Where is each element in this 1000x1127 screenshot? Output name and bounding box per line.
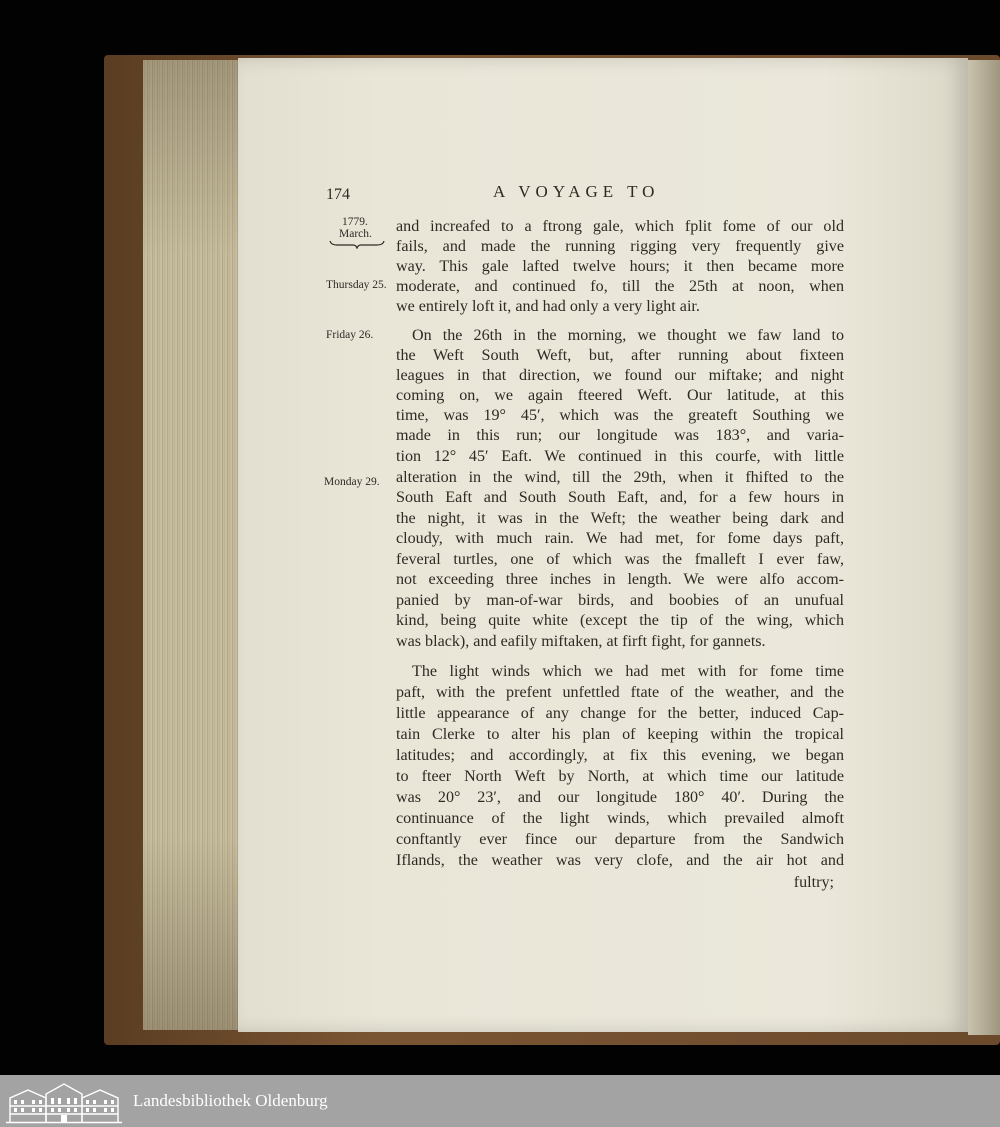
para2-line-14: panied by man-of-war birds, and boobies of an unufual — [396, 592, 844, 609]
margin-friday: Friday 26. — [326, 329, 374, 341]
para2-line-1: On the 26th in the morning, we thought we faw land to — [412, 327, 844, 344]
margin-thursday: Thursday 25. — [326, 279, 387, 291]
library-building-logo-icon — [6, 1080, 122, 1124]
para2-line-16: was black), and eafily miftaken, at firft fight, for gannets. — [396, 633, 766, 650]
para3-line-3: little appearance of any change for the better, induced Cap- — [396, 705, 844, 722]
para2-line-9: South Eaft and South South Eaft, and, for a few hours in — [396, 489, 844, 506]
facing-page-edge — [968, 60, 1000, 1035]
para3-line-4: tain Clerke to alter his plan of keeping within the tropical — [396, 726, 844, 743]
para3-line-10: Iflands, the weather was very clofe, and the air hot and — [396, 852, 844, 869]
para3-line-5: latitudes; and accordingly, at fix this evening, we began — [396, 747, 844, 764]
para3-line-8: continuance of the light winds, which prevailed almoft — [396, 810, 844, 827]
para2-line-13: not exceeding three inches in length. We were alfo accom- — [396, 571, 844, 588]
para3-line-2: paft, with the prefent unfettled ftate of the weather, and the — [396, 684, 844, 701]
margin-year: 1779. — [342, 216, 368, 228]
margin-month: March. — [339, 228, 372, 240]
para2-line-10: the night, it was in the Weft; the weather being dark and — [396, 510, 844, 527]
para2-line-2: the Weft South Weft, but, after running about fixteen — [396, 347, 844, 364]
para3-line-9: conftantly ever fince our departure from the Sandwich — [396, 831, 844, 848]
para2-line-5: time, was 19° 45′, which was the greateft Southing we — [396, 407, 844, 424]
library-name: Landesbibliothek Oldenburg — [133, 1091, 328, 1110]
para3-line-7: was 20° 23′, and our longitude 180° 40′. During the — [396, 789, 844, 806]
para2-line-6: made in this run; our longitude was 183°, and varia- — [396, 427, 844, 444]
para1-line-3: way. This gale lafted twelve hours; it then became more — [396, 258, 844, 275]
para3-line-1: The light winds which we had met with for fome time — [412, 663, 844, 680]
para1-line-5: we entirely loft it, and had only a very light air. — [396, 298, 700, 315]
para1-line-2: fails, and made the running rigging very frequently give — [396, 238, 844, 255]
para2-line-3: leagues in that direction, we found our miftake; and night — [396, 367, 844, 384]
para2-line-7: tion 12° 45′ Eaft. We continued in this courfe, with little — [396, 448, 844, 465]
para2-line-4: coming on, we again fteered Weft. Our latitude, at this — [396, 387, 844, 404]
running-head: A VOYAGE TO — [493, 182, 660, 201]
margin-brace-icon — [329, 240, 385, 249]
para1-line-4: moderate, and continued fo, till the 25th at noon, when — [396, 278, 844, 295]
para2-line-8: alteration in the wind, till the 29th, when it fhifted to the — [396, 469, 844, 486]
page-block-edges — [143, 60, 239, 1030]
catchword: fultry; — [793, 874, 834, 891]
para2-line-15: kind, being quite white (except the tip of the wing, which — [396, 612, 844, 629]
margin-monday: Monday 29. — [324, 476, 380, 488]
para2-line-12: feveral turtles, one of which was the fmalleft I ever faw, — [396, 551, 844, 568]
para3-line-6: to fteer North Weft by North, at which time our latitude — [396, 768, 844, 785]
para1-line-1: and increafed to a ftrong gale, which fplit fome of our old — [396, 218, 844, 235]
para2-line-11: cloudy, with much rain. We had met, for fome days paft, — [396, 530, 844, 547]
page-number: 174 — [326, 186, 350, 203]
